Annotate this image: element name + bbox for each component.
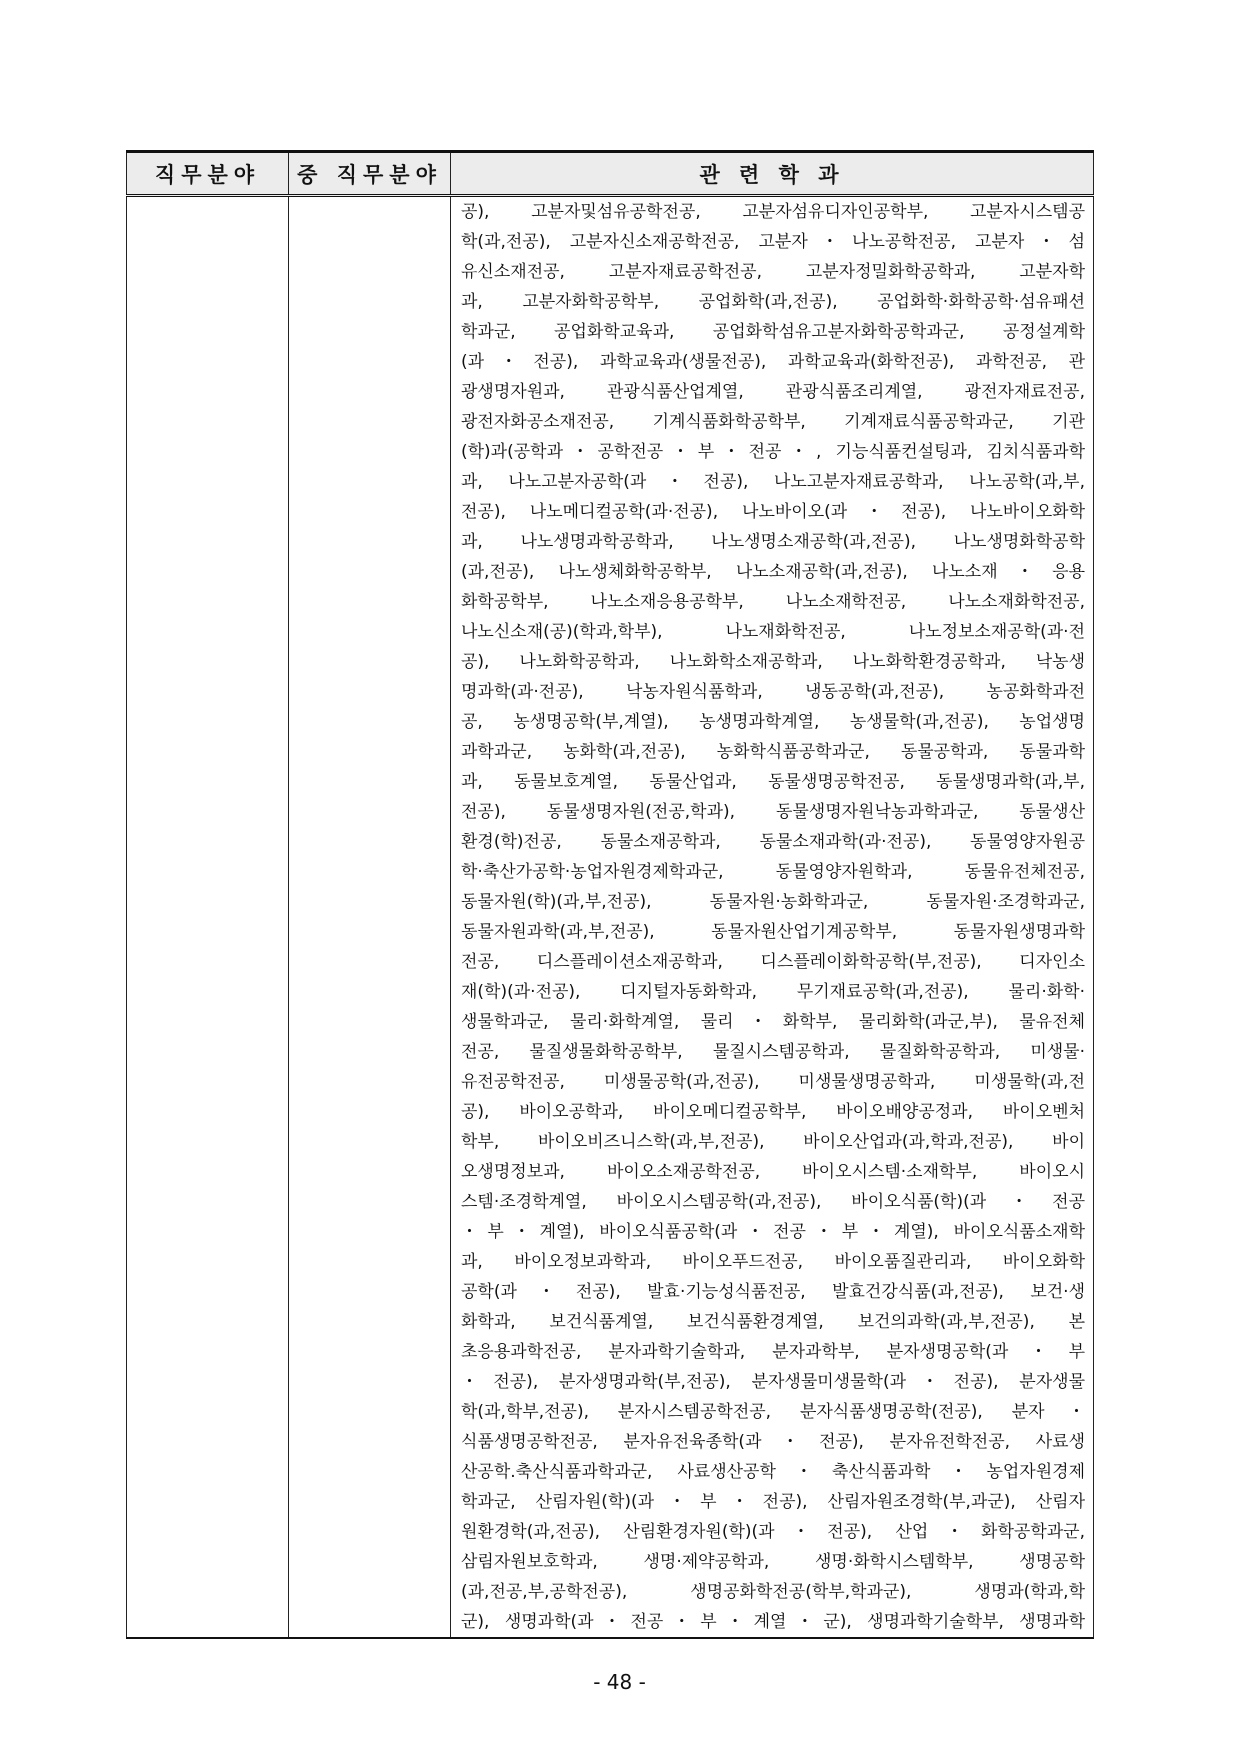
- department-text-line: 유신소재전공, 고분자재료공학전공, 고분자정밀화학공학과, 고분자학: [461, 262, 1085, 282]
- department-text-line: 동물자원(학)(과,부,전공), 동물자원·농화학과군, 동물자원·조경학과군,: [461, 892, 1085, 912]
- department-text-line: 산공학.축산식품과학과군, 사료생산공학・축산식품과학・농업자원경제: [461, 1462, 1085, 1482]
- department-text-line: 동물자원과학(과,부,전공), 동물자원산업기계공학부, 동물자원생명과학: [461, 922, 1085, 942]
- job-field-cell: [127, 196, 289, 1639]
- department-text-line: 오생명정보과, 바이오소재공학전공, 바이오시스템·소재학부, 바이오시: [461, 1162, 1085, 1182]
- sub-job-field-cell: [289, 196, 451, 1639]
- department-text-line: 화학과, 보건식품계열, 보건식품환경계열, 보건의과학(과,부,전공), 본: [461, 1312, 1085, 1332]
- department-text-line: 과, 나노생명과학공학과, 나노생명소재공학(과,전공), 나노생명화학공학: [461, 532, 1085, 552]
- department-text-line: 광생명자원과, 관광식품산업계열, 관광식품조리계열, 광전자재료전공,: [461, 382, 1085, 402]
- related-departments-text: [461, 197, 1085, 1637]
- department-text-line: 학과군, 산림자원(학)(과・부・전공), 산림자원조경학(부,과군), 산림자: [461, 1492, 1085, 1512]
- department-text-line: 삼림자원보호학과, 생명·제약공학과, 생명·화학시스템학부, 생명공학: [461, 1552, 1085, 1572]
- department-text-line: 화학공학부, 나노소재응용공학부, 나노소재학전공, 나노소재화학전공,: [461, 592, 1085, 612]
- department-text-line: 공), 고분자및섬유공학전공, 고분자섬유디자인공학부, 고분자시스템공: [461, 202, 1085, 222]
- department-text-line: 전공, 디스플레이션소재공학과, 디스플레이화학공학(부,전공), 디자인소: [461, 952, 1085, 972]
- department-text-line: 광전자화공소재전공, 기계식품화학공학부, 기계재료식품공학과군, 기관: [461, 412, 1085, 432]
- department-text-line: (학)과(공학과・공학전공・부・전공・, 기능식품컨설팅과, 김치식품과학: [461, 442, 1085, 462]
- department-text-line: 학(과,학부,전공), 분자시스템공학전공, 분자식품생명공학(전공), 분자・: [461, 1402, 1085, 1422]
- header-related-departments: 관 련 학 과: [451, 152, 1094, 196]
- department-text-line: 학부, 바이오비즈니스학(과,부,전공), 바이오산업과(과,학과,전공), 바이: [461, 1132, 1085, 1152]
- table-header-row: [127, 152, 1094, 196]
- department-text-line: 학(과,전공), 고분자신소재공학전공, 고분자・나노공학전공, 고분자・섬: [461, 232, 1085, 252]
- department-text-line: 나노신소재(공)(학과,학부), 나노재화학전공, 나노정보소재공학(과·전: [461, 622, 1085, 642]
- department-text-line: 원환경학(과,전공), 산림환경자원(학)(과・전공), 산업・화학공학과군,: [461, 1522, 1085, 1542]
- department-text-line: 공), 나노화학공학과, 나노화학소재공학과, 나노화학환경공학과, 낙농생: [461, 652, 1085, 672]
- department-text-line: 환경(학)전공, 동물소재공학과, 동물소재과학(과·전공), 동물영양자원공: [461, 832, 1085, 852]
- department-text-line: (과,전공,부,공학전공), 생명공화학전공(학부,학과군), 생명과(학과,학: [461, 1582, 1085, 1602]
- department-text-line: 공학(과・전공), 발효·기능성식품전공, 발효건강식품(과,전공), 보건·생: [461, 1282, 1085, 1302]
- department-text-line: ・부・계열), 바이오식품공학(과・전공・부・계열), 바이오식품소재학: [461, 1222, 1085, 1242]
- department-text-line: 과, 바이오정보과학과, 바이오푸드전공, 바이오품질관리과, 바이오화학: [461, 1252, 1085, 1272]
- department-text-line: 과, 동물보호계열, 동물산업과, 동물생명공학전공, 동물생명과학(과,부,: [461, 772, 1085, 792]
- department-text-line: 생물학과군, 물리·화학계열, 물리・화학부, 물리화학(과군,부), 물유전체: [461, 1012, 1085, 1032]
- department-text-line: (과・전공), 과학교육과(생물전공), 과학교육과(화학전공), 과학전공, 관: [461, 352, 1085, 372]
- department-text-line: 과, 고분자화학공학부, 공업화학(과,전공), 공업화학·화학공학·섬유패션: [461, 292, 1085, 312]
- department-text-line: 식품생명공학전공, 분자유전육종학(과・전공), 분자유전학전공, 사료생: [461, 1432, 1085, 1452]
- department-text-line: 재(학)(과·전공), 디지털자동화학과, 무기재료공학(과,전공), 물리·화학·: [461, 982, 1085, 1002]
- department-text-line: 과학과군, 농화학(과,전공), 농화학식품공학과군, 동물공학과, 동물과학: [461, 742, 1085, 762]
- related-departments-table: [126, 150, 1094, 1639]
- department-text-line: 학과군, 공업화학교육과, 공업화학섬유고분자화학공학과군, 공정설계학: [461, 322, 1085, 342]
- department-text-line: 명과학(과·전공), 낙농자원식품학과, 냉동공학(과,전공), 농공화학과전: [461, 682, 1085, 702]
- department-text-line: ・전공), 분자생명과학(부,전공), 분자생물미생물학(과・전공), 분자생물: [461, 1372, 1085, 1392]
- department-text-line: 공), 바이오공학과, 바이오메디컬공학부, 바이오배양공정과, 바이오벤처: [461, 1102, 1085, 1122]
- department-text-line: 전공), 나노메디컬공학(과·전공), 나노바이오(과・전공), 나노바이오화학: [461, 502, 1085, 522]
- department-text-line: 전공), 동물생명자원(전공,학과), 동물생명자원낙농과학과군, 동물생산: [461, 802, 1085, 822]
- related-departments-cell: [451, 196, 1094, 1639]
- page-number: - 48 -: [593, 1670, 646, 1694]
- department-text-line: 스템·조경학계열, 바이오시스템공학(과,전공), 바이오식품(학)(과・전공: [461, 1192, 1085, 1212]
- department-text-line: 과, 나노고분자공학(과・전공), 나노고분자재료공학과, 나노공학(과,부,: [461, 472, 1085, 492]
- department-text-line: 전공, 물질생물화학공학부, 물질시스템공학과, 물질화학공학과, 미생물·: [461, 1042, 1085, 1062]
- department-text-line: 유전공학전공, 미생물공학(과,전공), 미생물생명공학과, 미생물학(과,전: [461, 1072, 1085, 1092]
- department-text-line: 학·축산가공학·농업자원경제학과군, 동물영양자원학과, 동물유전체전공,: [461, 862, 1085, 882]
- header-sub-job-field: 중 직무분야: [289, 152, 451, 196]
- department-text-line: 초응용과학전공, 분자과학기술학과, 분자과학부, 분자생명공학(과・부: [461, 1342, 1085, 1362]
- department-text-line: (과,전공), 나노생체화학공학부, 나노소재공학(과,전공), 나노소재・응용: [461, 562, 1085, 582]
- table-row: [127, 196, 1094, 1639]
- header-job-field: 직무분야: [127, 152, 289, 196]
- department-text-line: 군), 생명과학(과・전공・부・계열・군), 생명과학기술학부, 생명과학: [461, 1612, 1085, 1632]
- department-text-line: 공, 농생명공학(부,계열), 농생명과학계열, 농생물학(과,전공), 농업생명: [461, 712, 1085, 732]
